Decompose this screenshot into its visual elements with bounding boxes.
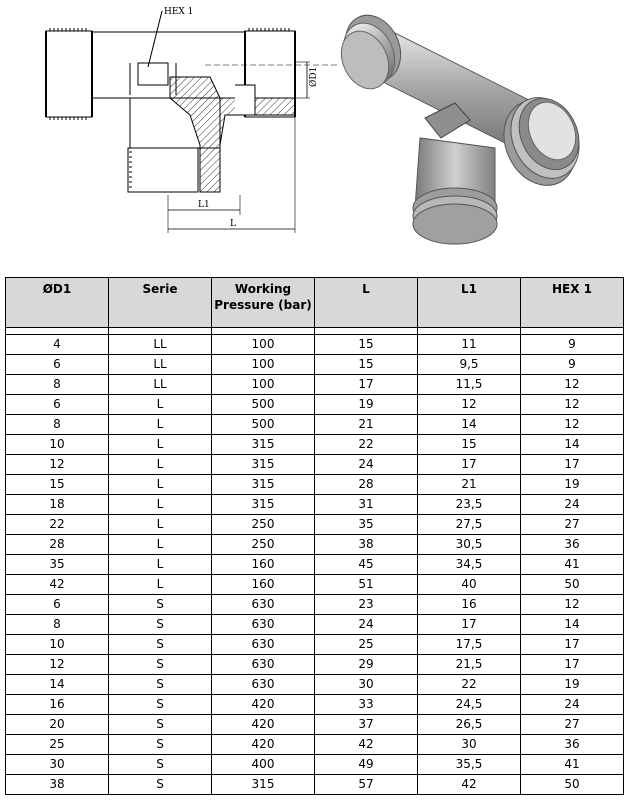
table-row bbox=[6, 455, 624, 475]
table-cell: 9 bbox=[521, 355, 624, 375]
figures-area bbox=[0, 0, 630, 270]
table-cell: 400 bbox=[212, 755, 315, 775]
table-cell: 315 bbox=[212, 495, 315, 515]
table-cell: 17 bbox=[521, 455, 624, 475]
table-cell: 21 bbox=[315, 415, 418, 435]
table-row bbox=[6, 675, 624, 695]
table-cell: 9,5 bbox=[418, 355, 521, 375]
table-cell: 160 bbox=[212, 575, 315, 595]
table-cell: 23 bbox=[315, 595, 418, 615]
table-cell: 22 bbox=[315, 435, 418, 455]
table-row bbox=[6, 775, 624, 795]
table-cell: 19 bbox=[521, 675, 624, 695]
spec-table bbox=[5, 277, 624, 795]
table-cell: L bbox=[109, 435, 212, 455]
table-cell: 17 bbox=[521, 655, 624, 675]
table-cell: 15 bbox=[315, 335, 418, 355]
table-cell: L bbox=[109, 515, 212, 535]
table-cell: 38 bbox=[315, 535, 418, 555]
table-row bbox=[6, 395, 624, 415]
table-cell: 250 bbox=[212, 515, 315, 535]
table-cell: S bbox=[109, 595, 212, 615]
table-cell: 38 bbox=[6, 775, 109, 795]
table-row bbox=[6, 595, 624, 615]
table-cell: 24,5 bbox=[418, 695, 521, 715]
table-row bbox=[6, 735, 624, 755]
table-cell: 25 bbox=[6, 735, 109, 755]
table-cell: LL bbox=[109, 335, 212, 355]
table-cell: 36 bbox=[521, 535, 624, 555]
table-cell: 17,5 bbox=[418, 635, 521, 655]
table-cell: 37 bbox=[315, 715, 418, 735]
table-cell: 14 bbox=[418, 415, 521, 435]
table-cell: 45 bbox=[315, 555, 418, 575]
table-row bbox=[6, 555, 624, 575]
table-cell: L bbox=[109, 495, 212, 515]
table-cell: 49 bbox=[315, 755, 418, 775]
table-cell: 42 bbox=[6, 575, 109, 595]
table-cell: 14 bbox=[521, 435, 624, 455]
table-cell: 26,5 bbox=[418, 715, 521, 735]
table-header-row bbox=[6, 278, 624, 328]
table-row bbox=[6, 475, 624, 495]
table-cell: 50 bbox=[521, 575, 624, 595]
table-cell: 9 bbox=[521, 335, 624, 355]
table-cell: 12 bbox=[521, 375, 624, 395]
table-cell: S bbox=[109, 635, 212, 655]
table-cell: 42 bbox=[418, 775, 521, 795]
table-cell: S bbox=[109, 735, 212, 755]
table-cell: 30 bbox=[315, 675, 418, 695]
table-cell: 16 bbox=[6, 695, 109, 715]
table-cell: 35,5 bbox=[418, 755, 521, 775]
col-header-d1: ØD1 bbox=[6, 278, 109, 328]
table-cell: 12 bbox=[521, 395, 624, 415]
table-cell: 160 bbox=[212, 555, 315, 575]
table-cell: 27,5 bbox=[418, 515, 521, 535]
table-row bbox=[6, 515, 624, 535]
table-cell: 10 bbox=[6, 435, 109, 455]
table-cell: 27 bbox=[521, 715, 624, 735]
table-cell: 31 bbox=[315, 495, 418, 515]
table-cell: 18 bbox=[6, 495, 109, 515]
table-cell: 17 bbox=[418, 615, 521, 635]
table-row bbox=[6, 635, 624, 655]
table-cell: 14 bbox=[521, 615, 624, 635]
table-cell: 12 bbox=[418, 395, 521, 415]
table-cell: 24 bbox=[315, 455, 418, 475]
table-cell: 630 bbox=[212, 595, 315, 615]
table-cell: 22 bbox=[418, 675, 521, 695]
table-cell: 8 bbox=[6, 615, 109, 635]
table-row bbox=[6, 495, 624, 515]
table-cell: 24 bbox=[521, 695, 624, 715]
table-cell: 41 bbox=[521, 555, 624, 575]
table-cell: 30 bbox=[418, 735, 521, 755]
table-cell: S bbox=[109, 615, 212, 635]
table-cell: 6 bbox=[6, 395, 109, 415]
table-row bbox=[6, 375, 624, 395]
table-row bbox=[6, 415, 624, 435]
table-cell: 42 bbox=[315, 735, 418, 755]
col-header-serie: Serie bbox=[109, 278, 212, 328]
table-cell: 28 bbox=[6, 535, 109, 555]
table-cell: 51 bbox=[315, 575, 418, 595]
col-header-pressure: Working Pressure (bar) bbox=[212, 278, 315, 328]
table-cell: 315 bbox=[212, 455, 315, 475]
table-row bbox=[6, 715, 624, 735]
l-label: L bbox=[230, 219, 236, 229]
col-header-hex1: HEX 1 bbox=[521, 278, 624, 328]
table-cell: 630 bbox=[212, 675, 315, 695]
table-cell: 15 bbox=[418, 435, 521, 455]
table-cell: L bbox=[109, 555, 212, 575]
table-cell: 10 bbox=[6, 635, 109, 655]
col-header-l1: L1 bbox=[418, 278, 521, 328]
table-body bbox=[6, 328, 624, 795]
table-cell: 17 bbox=[315, 375, 418, 395]
table-cell: 28 bbox=[315, 475, 418, 495]
table-cell: 100 bbox=[212, 355, 315, 375]
table-cell: L bbox=[109, 395, 212, 415]
table-cell: 315 bbox=[212, 775, 315, 795]
table-cell: 24 bbox=[521, 495, 624, 515]
table-cell: 420 bbox=[212, 715, 315, 735]
table-row bbox=[6, 355, 624, 375]
table-cell: 12 bbox=[521, 595, 624, 615]
table-cell: 12 bbox=[6, 455, 109, 475]
table-cell: LL bbox=[109, 375, 212, 395]
table-cell: 420 bbox=[212, 695, 315, 715]
table-cell: 41 bbox=[521, 755, 624, 775]
col-header-l: L bbox=[315, 278, 418, 328]
table-row bbox=[6, 575, 624, 595]
table-cell: 30,5 bbox=[418, 535, 521, 555]
table-cell: 33 bbox=[315, 695, 418, 715]
table-cell: 24 bbox=[315, 615, 418, 635]
table-cell: 30 bbox=[6, 755, 109, 775]
table-cell: 21,5 bbox=[418, 655, 521, 675]
table-cell: 34,5 bbox=[418, 555, 521, 575]
table-cell: L bbox=[109, 575, 212, 595]
table-cell: 21 bbox=[418, 475, 521, 495]
table-cell: 315 bbox=[212, 435, 315, 455]
table-cell: 100 bbox=[212, 335, 315, 355]
table-cell: L bbox=[109, 475, 212, 495]
table-row bbox=[6, 695, 624, 715]
table-cell: 500 bbox=[212, 415, 315, 435]
table-cell: 20 bbox=[6, 715, 109, 735]
d1-label: ØD1 bbox=[309, 66, 319, 87]
table-cell: 50 bbox=[521, 775, 624, 795]
table-cell: 250 bbox=[212, 535, 315, 555]
table-cell: S bbox=[109, 715, 212, 735]
table-cell: 36 bbox=[521, 735, 624, 755]
table-cell: 630 bbox=[212, 635, 315, 655]
table-cell: 500 bbox=[212, 395, 315, 415]
table-cell: 12 bbox=[6, 655, 109, 675]
table-cell: 23,5 bbox=[418, 495, 521, 515]
table-cell: S bbox=[109, 755, 212, 775]
table-cell: 15 bbox=[6, 475, 109, 495]
table-cell: 35 bbox=[315, 515, 418, 535]
table-cell: S bbox=[109, 775, 212, 795]
table-row bbox=[6, 535, 624, 555]
table-cell: 17 bbox=[521, 635, 624, 655]
table-row bbox=[6, 335, 624, 355]
table-cell: 17 bbox=[418, 455, 521, 475]
table-cell: 8 bbox=[6, 415, 109, 435]
table-cell: 19 bbox=[521, 475, 624, 495]
table-cell: LL bbox=[109, 355, 212, 375]
table-cell: L bbox=[109, 535, 212, 555]
table-cell: 12 bbox=[521, 415, 624, 435]
table-cell: 630 bbox=[212, 655, 315, 675]
table-cell: 100 bbox=[212, 375, 315, 395]
table-cell: 11,5 bbox=[418, 375, 521, 395]
table-cell: 11 bbox=[418, 335, 521, 355]
l1-label: L1 bbox=[198, 200, 210, 210]
table-cell: 27 bbox=[521, 515, 624, 535]
table-cell: S bbox=[109, 655, 212, 675]
table-cell: 6 bbox=[6, 595, 109, 615]
table-cell: 57 bbox=[315, 775, 418, 795]
table-cell: 16 bbox=[418, 595, 521, 615]
table-cell: 22 bbox=[6, 515, 109, 535]
table-row bbox=[6, 755, 624, 775]
table-cell: 4 bbox=[6, 335, 109, 355]
table-cell: 14 bbox=[6, 675, 109, 695]
technical-drawing bbox=[40, 5, 370, 245]
table-cell: 6 bbox=[6, 355, 109, 375]
table-cell: 25 bbox=[315, 635, 418, 655]
table-cell: 35 bbox=[6, 555, 109, 575]
table-cell: L bbox=[109, 455, 212, 475]
table-cell: 8 bbox=[6, 375, 109, 395]
tee-fitting-render bbox=[335, 8, 605, 258]
table-row bbox=[6, 435, 624, 455]
hex-label: HEX 1 bbox=[164, 7, 194, 17]
table-cell: 19 bbox=[315, 395, 418, 415]
table-row bbox=[6, 655, 624, 675]
table-cell: 29 bbox=[315, 655, 418, 675]
table-cell: S bbox=[109, 695, 212, 715]
table-cell: 40 bbox=[418, 575, 521, 595]
table-cell: 630 bbox=[212, 615, 315, 635]
table-spacer-row bbox=[6, 328, 624, 335]
table-row bbox=[6, 615, 624, 635]
table-cell: 15 bbox=[315, 355, 418, 375]
table-cell: 315 bbox=[212, 475, 315, 495]
table-cell: S bbox=[109, 675, 212, 695]
table-cell: L bbox=[109, 415, 212, 435]
table-cell: 420 bbox=[212, 735, 315, 755]
